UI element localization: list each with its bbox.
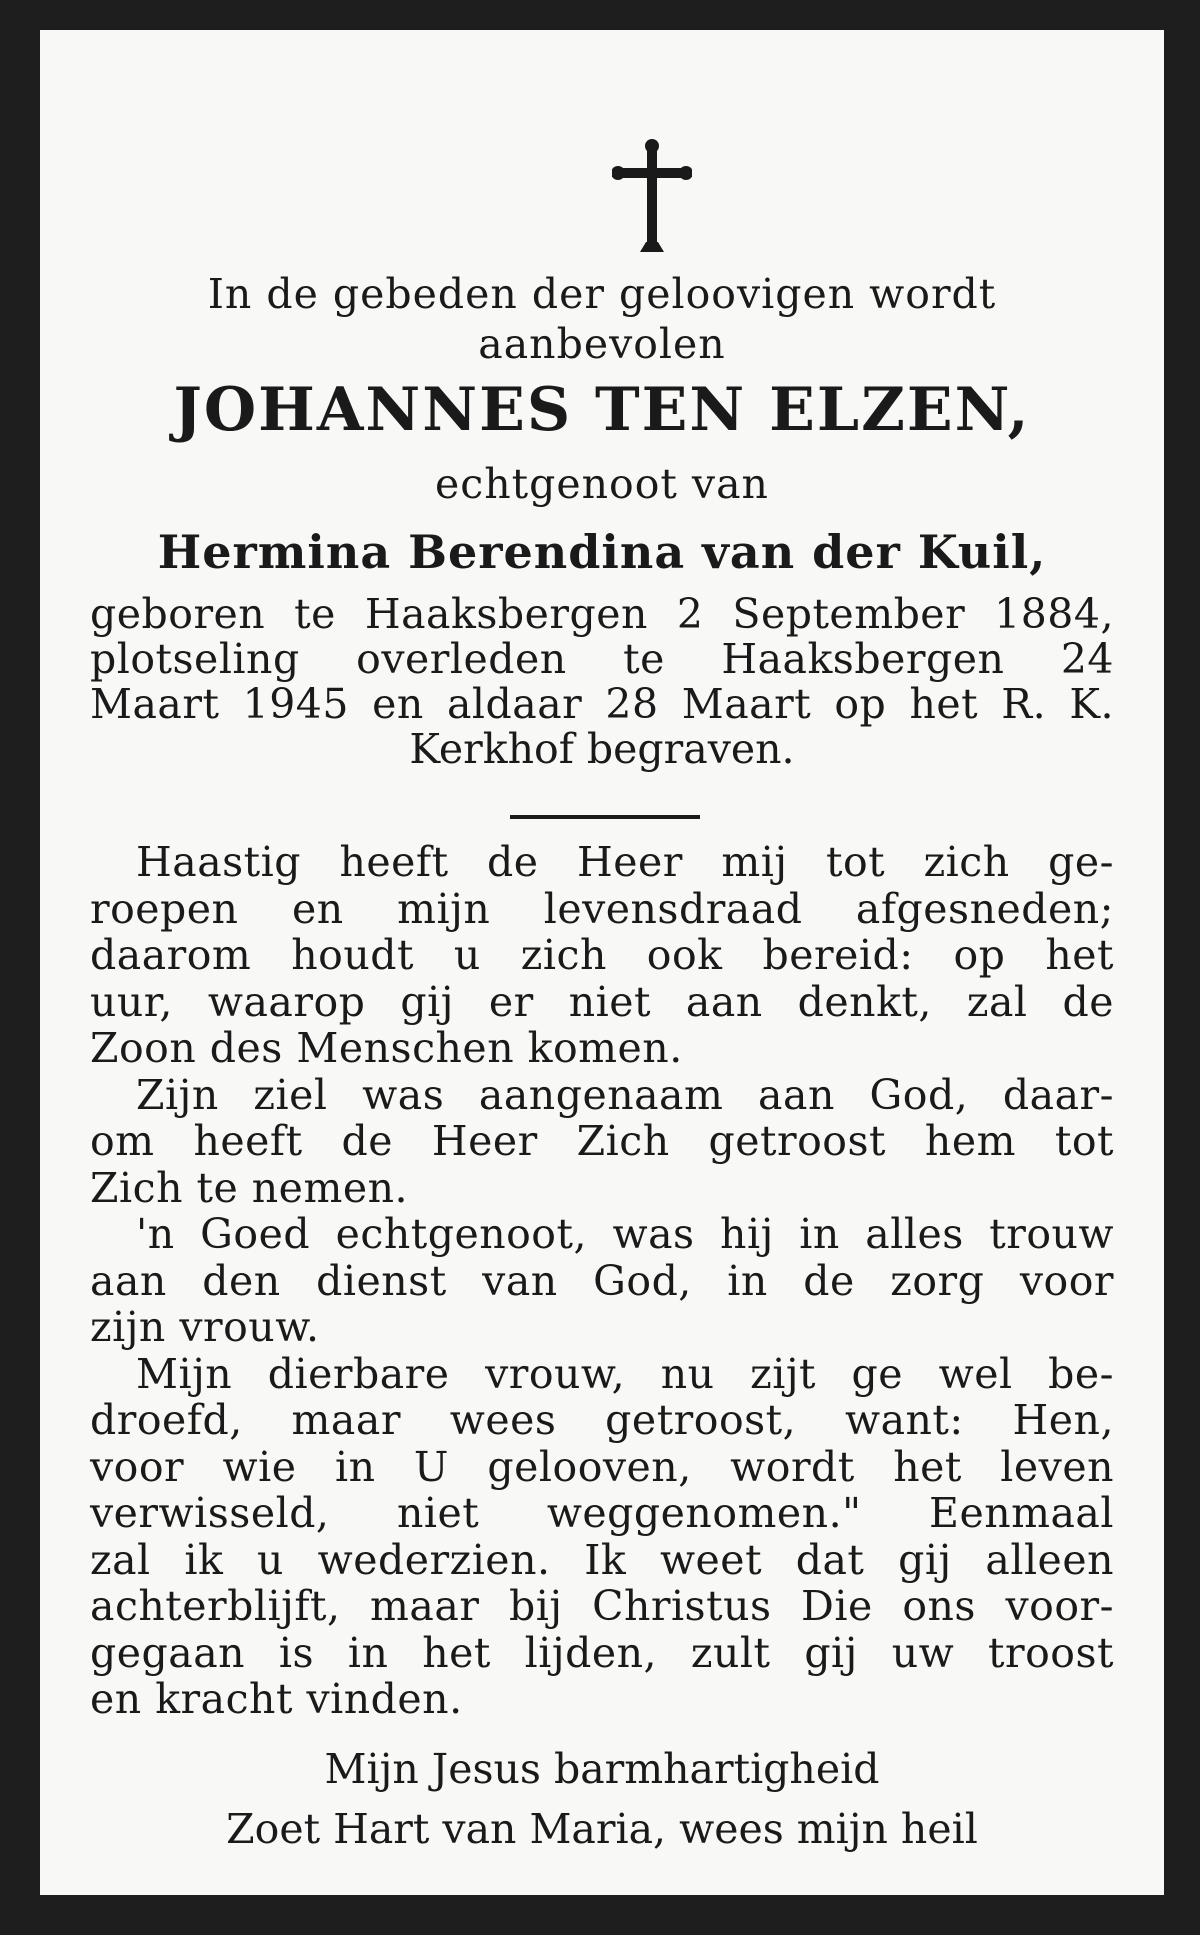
prayer-line: Zoet Hart van Maria, wees mijn heil xyxy=(226,1805,978,1853)
text-line: uur, waarop gij er niet aan denkt, zal de xyxy=(90,977,1114,1026)
biography-line: Maart 1945 en aldaar 28 Maart op het R. K. xyxy=(90,680,1114,728)
spouse-intro: echtgenoot van xyxy=(435,460,769,508)
intro-line-1: In de gebeden der geloovigen wordt xyxy=(207,270,997,318)
text-line: achterblijft, maar bij Christus Die ons voor- xyxy=(90,1582,1114,1630)
text-line: Zijn ziel was aangenaam aan God, daar- xyxy=(136,1070,1114,1119)
text-line: zal ik u wederzien. Ik weet dat gij alleen xyxy=(90,1535,1114,1584)
spouse-name: Hermina Berendina van der Kuil, xyxy=(157,525,1047,579)
text-line: aan den dienst van God, in de zorg voor xyxy=(90,1256,1114,1305)
intro-line-2: aanbevolen xyxy=(478,320,726,368)
text-line: voor wie in U gelooven, wordt het leven xyxy=(90,1442,1114,1491)
text-line: zijn vrouw. xyxy=(90,1303,320,1351)
text-line: om heeft de Heer Zich getroost hem tot xyxy=(90,1117,1114,1165)
text-line: gegaan is in het lijden, zult gij uw troost xyxy=(90,1628,1114,1677)
text-line: roepen en mijn levensdraad afgesneden; xyxy=(90,884,1114,933)
text-line: droefd, maar wees getroost, want: Hen, xyxy=(90,1396,1114,1444)
text-line: Zich te nemen. xyxy=(90,1163,409,1212)
text-line: verwisseld, niet weggenomen." Eenmaal xyxy=(90,1489,1114,1537)
prayer-line: Mijn Jesus barmhartigheid xyxy=(324,1745,880,1793)
deceased-name: JOHANNES TEN ELZEN, xyxy=(173,375,1031,445)
text-line: daarom houdt u zich ook bereid: op het xyxy=(90,931,1114,979)
biography-line: Kerkhof begraven. xyxy=(409,725,795,773)
text-line: 'n Goed echtgenoot, was hij in alles trouw xyxy=(136,1210,1114,1258)
biography-line: geboren te Haaksbergen 2 September 1884, xyxy=(90,590,1114,638)
text-line: Mijn dierbare vrouw, nu zijt ge wel be- xyxy=(136,1349,1114,1398)
card-inner xyxy=(40,30,1164,1895)
text-line: Haastig heeft de Heer mij tot zich ge- xyxy=(136,838,1114,886)
biography-line: plotseling overleden te Haaksbergen 24 xyxy=(90,635,1114,683)
cross-icon xyxy=(612,138,692,258)
text-line: en kracht vinden. xyxy=(90,1675,463,1723)
divider xyxy=(510,815,700,819)
text-line: Zoon des Menschen komen. xyxy=(90,1024,683,1072)
